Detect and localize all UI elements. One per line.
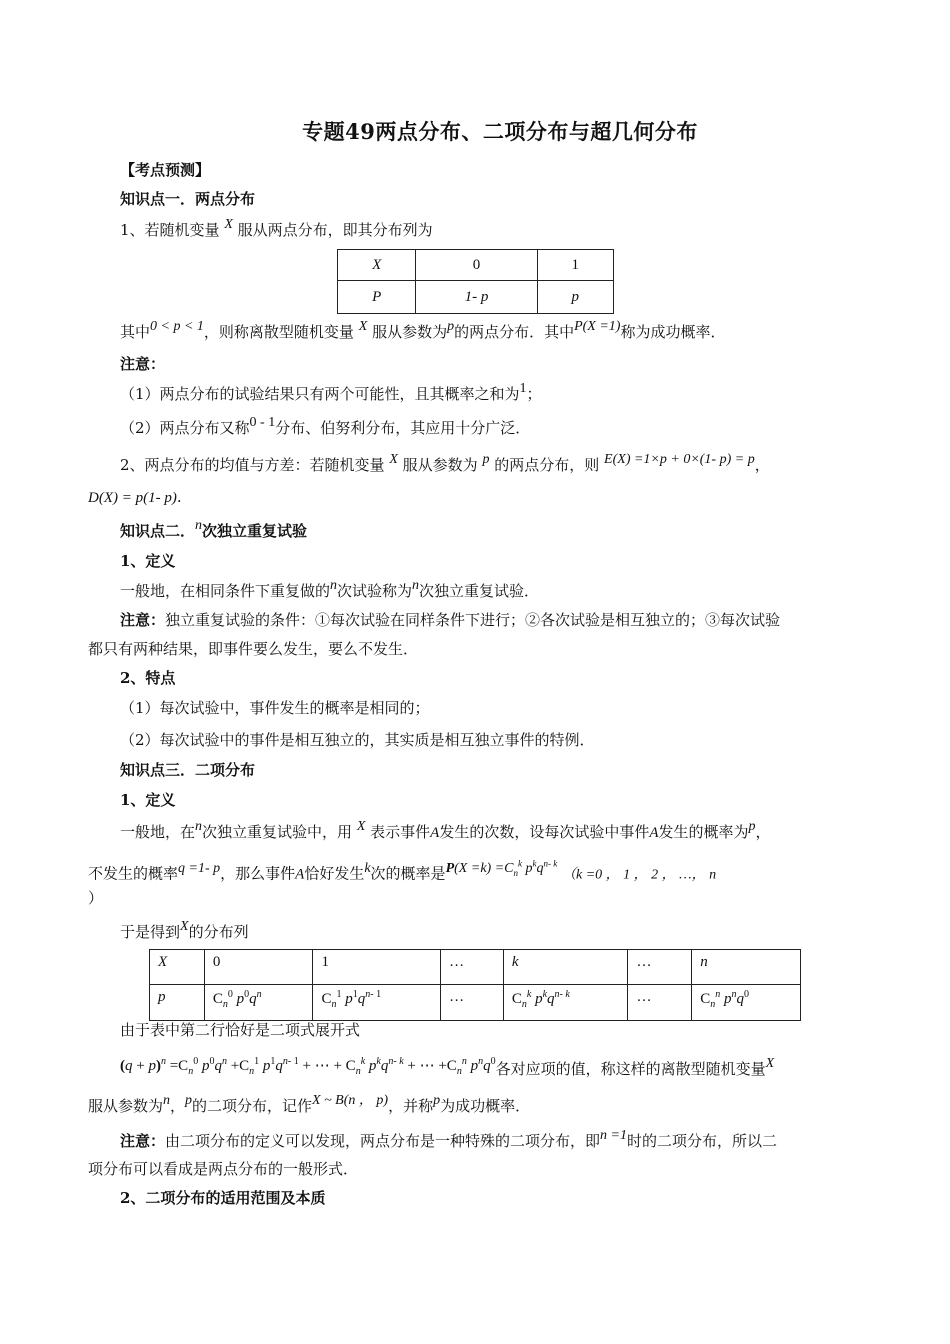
section-label: 【考点预测】 (120, 161, 211, 179)
table-row: p $C_n^0$ $p^0q^n$ $C_n^1$ $p^1q^{n- 1}$ … $C_n^k$ $p^kq^{n- k}$ … $C_n^n$ $p^nq^0$ (150, 985, 801, 1021)
k2-heading: 知识点二．n次独立重复试验 (120, 518, 308, 540)
k3-definition-3: ） (88, 889, 104, 907)
binomial-expansion-formula: $(q + p)^n =C_n^0$ $p^0q^n +C_n^1$ $p^1q^{n- 1}$ + ⋯ + $C_n^k$ $p^kq^{n- k}$ + ⋯ $+C_n^n$ $p^nq^0$ (120, 1056, 496, 1077)
k3-sub-definition: 1、定义 (120, 791, 176, 809)
k3-definition-1: 一般地，在n次独立重复试验中，用 X 表示事件A发生的次数，设每次试验中事件A发生的概率为p， (120, 819, 771, 841)
table-row: X 0 1 (338, 250, 614, 281)
k3-expansion-intro: 由于表中第二行恰好是二项式展开式 (120, 1021, 361, 1039)
k1-heading: 知识点一．两点分布 (120, 190, 256, 208)
k3-note: 注意：由二项分布的定义可以发现，两点分布是一种特殊的二项分布，即n =1时的二项分布，所以二 (120, 1128, 777, 1150)
k3-note-cont: 项分布可以看成是两点分布的一般形式． (88, 1160, 359, 1178)
k1-paragraph-2: 其中0 < p < 1，则称离散型随机变量 X 服从参数为p的两点分布．其中P(X =1)称为成功概率． (120, 319, 726, 341)
binomial-probability-formula: $P(X =k) =C_n^k$ $p^kq^{n- k}$ (445, 858, 558, 878)
binomial-table (149, 949, 801, 1021)
k2-sub-definition: 1、定义 (120, 552, 176, 570)
k1-note-1: （1）两点分布的试验结果只有两个可能性，且其概率之和为1； (120, 381, 542, 403)
k3-dist-intro: 于是得到X的分布列 (120, 919, 249, 941)
k2-note-cont: 都只有两种结果，即事件要么发生，要么不发生． (88, 640, 419, 658)
table-row: P 1- p p (338, 281, 614, 314)
k1-variance: D(X) = p(1- p). (88, 488, 182, 506)
k1-paragraph-1: 1、若随机变量 X 服从两点分布，即其分布列为 (120, 217, 433, 239)
k2-note: 注意：独立重复试验的条件：①每次试验在同样条件下进行；②各次试验是相互独立的；③每次试验 (120, 611, 781, 629)
k2-feature-2: （2）每次试验中的事件是相互独立的，其实质是相互独立事件的特例． (120, 731, 595, 749)
table-row: X 0 1 … k … n (150, 950, 801, 985)
k1-note-2: （2）两点分布又称0 - 1分布、伯努利分布，其应用十分广泛． (120, 415, 531, 437)
k3-definition-2: 不发生的概率q =1- p，那么事件A恰好发生k次的概率是$P(X =k) =C_n^k$ $p^kq^{n- k}$ （k =0 ， 1 ， 2 ， …， n (88, 858, 717, 883)
two-point-table (337, 249, 614, 314)
k2-feature-1: （1）每次试验中，事件发生的概率是相同的； (120, 699, 430, 717)
k3-parameters: 服从参数为n，p的二项分布，记作X ~ B(n ， p)，并称p为成功概率． (88, 1093, 531, 1115)
k3-expansion: $(q + p)^n =C_n^0$ $p^0q^n +C_n^1$ $p^1q^{n- 1}$ + ⋯ + $C_n^k$ $p^kq^{n- k}$ + ⋯ $+C_n^n$ $p^nq^0$各对应项的值，称这样的离散型随机变量X (120, 1056, 775, 1078)
k2-definition: 一般地，在相同条件下重复做的n次试验称为n次独立重复试验． (120, 578, 540, 600)
k1-paragraph-3: 2、两点分布的均值与方差：若随机变量 X 服从参数为 p 的两点分布，则 E(X) =1×p + 0×(1- p) = p， (120, 452, 770, 474)
note-label: 注意： (120, 355, 166, 373)
page-title: 专题49两点分布、二项分布与超几何分布 (302, 119, 698, 144)
k3-heading: 知识点三．二项分布 (120, 761, 256, 779)
k3-sub-scope: 2、二项分布的适用范围及本质 (120, 1189, 326, 1207)
k2-sub-features: 2、特点 (120, 669, 176, 687)
